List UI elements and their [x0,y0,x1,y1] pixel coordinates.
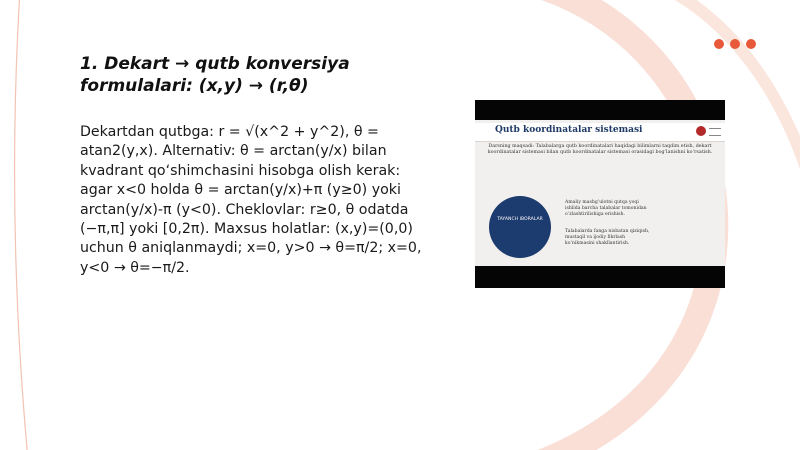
screenshot-title: Qutb koordinatalar sistemasi [495,125,643,135]
left-thin-arc [15,0,28,450]
embedded-screenshot [475,100,725,288]
screenshot-goal-text: Amaliy mashg‘ulotni qutqa yoqi ishlida barcha talabalar tomonidan o‘zlashtirilishiga erishish. [565,200,647,217]
keywords-circle-label: TAYANCH IBORALAR [497,217,543,222]
dot-icon [746,39,756,49]
university-logo-icon [696,126,706,136]
screenshot-header [475,123,725,142]
screenshot-skills-text: Talabalarda fanga nisbatan qiziqish, mustaqil va ijodiy fikrlash ko‘nikmasini shakllantirish. [565,229,650,246]
screenshot-slide [475,120,725,266]
keywords-circle [489,196,551,258]
slide-body: Dekartdan qutbga: r = √(x^2 + y^2), θ = atan2(y,x). Alternativ: θ = arctan(y/x) bilan kvadrant qo‘shimchasini hisobga olish kerak: agar x<0 holda θ = arctan(y/x)+π (y≥0) yoki arctan(y/x)-π (y<0). Cheklovlar: r≥0, θ odatda (−π,π] yoki [0,2π). Maxsus holatlar: (x,y)=(0,0) uchun θ aniqlanmaydi; x=0, y>0 → θ=π/2; x=0, y<0 → θ=−π/2. [80,124,422,276]
dot-icon [730,39,740,49]
slide-title: 1. Dekart → qutb konversiya formulalari: (x,y) → (r,θ) [80,54,350,96]
logo-text-lines-icon [709,128,721,136]
dot-icon [714,39,724,49]
screenshot-paragraph: Darsning maqsadi: Talabalarga qutb koordinatalari haqidagi bilimlarni taqdim etish, dekart koordinatalar sistemasi bilan qutb koordinatalar sistemasi orasidagi bog‘lanishni ko‘rsatish. [487,144,713,156]
menu-dots-icon [714,39,756,49]
